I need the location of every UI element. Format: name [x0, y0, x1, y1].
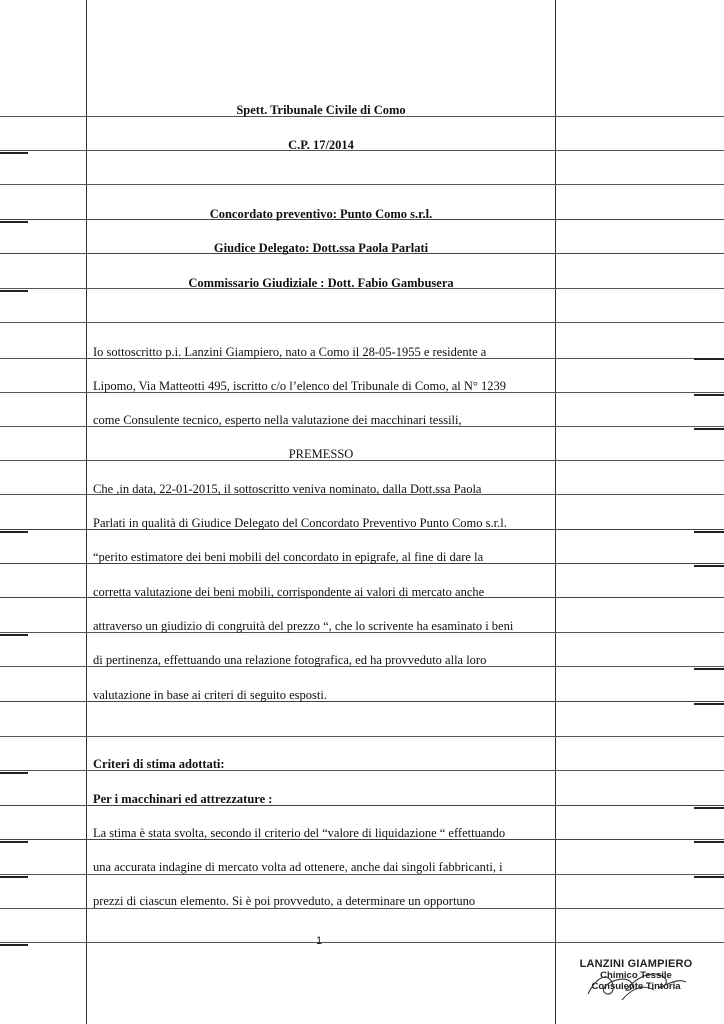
margin-dash — [0, 531, 28, 533]
signature-scribble — [566, 958, 706, 1004]
premesso-heading: PREMESSO — [288, 447, 354, 461]
margin-dash — [0, 152, 28, 154]
margin-dash — [0, 634, 28, 636]
premesso-line: di pertinenza, effettuando una relazione fotografica, ed ha provveduto alla loro — [93, 653, 487, 667]
margin-dash — [0, 876, 28, 878]
margin-dash — [0, 290, 28, 292]
ruled-line — [0, 184, 724, 185]
margin-dash — [694, 668, 724, 670]
stamp-name: LANZINI GIAMPIERO — [579, 958, 693, 970]
premesso-line: valutazione in base ai criteri di seguito esposti. — [93, 688, 327, 702]
margin-dash — [694, 358, 724, 360]
margin-dash — [0, 841, 28, 843]
criteria-line: prezzi di ciascun elemento. Si è poi provveduto, a determinare un opportuno — [93, 894, 476, 908]
machinery-heading: Per i macchinari ed attrezzature : — [93, 792, 273, 806]
stamp-role-2: Consulente Tintoria — [591, 981, 681, 992]
criteria-line: una accurata indagine di mercato volta ad ottenere, anche dai singoli fabbricanti, i — [93, 860, 503, 874]
margin-dash — [694, 807, 724, 809]
margin-dash — [694, 876, 724, 878]
margin-dash — [694, 428, 724, 430]
addressee: Spett. Tribunale Civile di Como — [236, 103, 406, 117]
commissioner-line: Commissario Giudiziale : Dott. Fabio Gambusera — [188, 276, 454, 290]
stamp-role-1: Chimico Tessile — [600, 970, 672, 981]
margin-dash — [694, 531, 724, 533]
intro-line: Io sottoscritto p.i. Lanzini Giampiero, nato a Como il 28-05-1955 e residente a — [93, 345, 487, 359]
margin-dash — [0, 944, 28, 946]
ruled-line — [0, 908, 724, 909]
premesso-line: corretta valutazione dei beni mobili, corrispondente ai valori di mercato anche — [93, 585, 485, 599]
intro-line: come Consulente tecnico, esperto nella valutazione dei macchinari tessili, — [93, 413, 462, 427]
ruled-line — [0, 736, 724, 737]
criteria-line: La stima è stata svolta, secondo il criterio del “valore di liquidazione “ effettuando — [93, 826, 506, 840]
margin-dash — [694, 565, 724, 567]
judge-line: Giudice Delegato: Dott.ssa Paola Parlati — [213, 241, 429, 255]
margin-dash — [694, 841, 724, 843]
premesso-line: attraverso un giudizio di congruità del prezzo “, che lo scrivente ha esaminato i beni — [93, 619, 514, 633]
professional-stamp — [566, 958, 706, 1004]
ruled-line — [0, 322, 724, 323]
margin-dash — [694, 394, 724, 396]
ruled-line — [0, 874, 724, 875]
premesso-line: Parlati in qualità di Giudice Delegato del Concordato Preventivo Punto Como s.r.l. — [93, 516, 507, 530]
ruled-line — [0, 942, 724, 943]
procedure-title: Concordato preventivo: Punto Como s.r.l. — [209, 207, 433, 221]
page-number: 1 — [316, 935, 323, 947]
criteria-heading: Criteri di stima adottati: — [93, 757, 225, 771]
premesso-line: “perito estimatore dei beni mobili del concordato in epigrafe, al fine di dare la — [93, 550, 484, 564]
margin-dash — [0, 772, 28, 774]
margin-dash — [0, 221, 28, 223]
left-margin-rule — [86, 0, 87, 1024]
intro-line: Lipomo, Via Matteotti 495, iscritto c/o l’elenco del Tribunale di Como, al N° 1239 — [93, 379, 506, 393]
premesso-line: Che ,in data, 22-01-2015, il sottoscritto veniva nominato, dalla Dott.ssa Paola — [93, 482, 482, 496]
case-number: C.P. 17/2014 — [288, 138, 354, 152]
right-margin-rule — [555, 0, 556, 1024]
margin-dash — [694, 703, 724, 705]
